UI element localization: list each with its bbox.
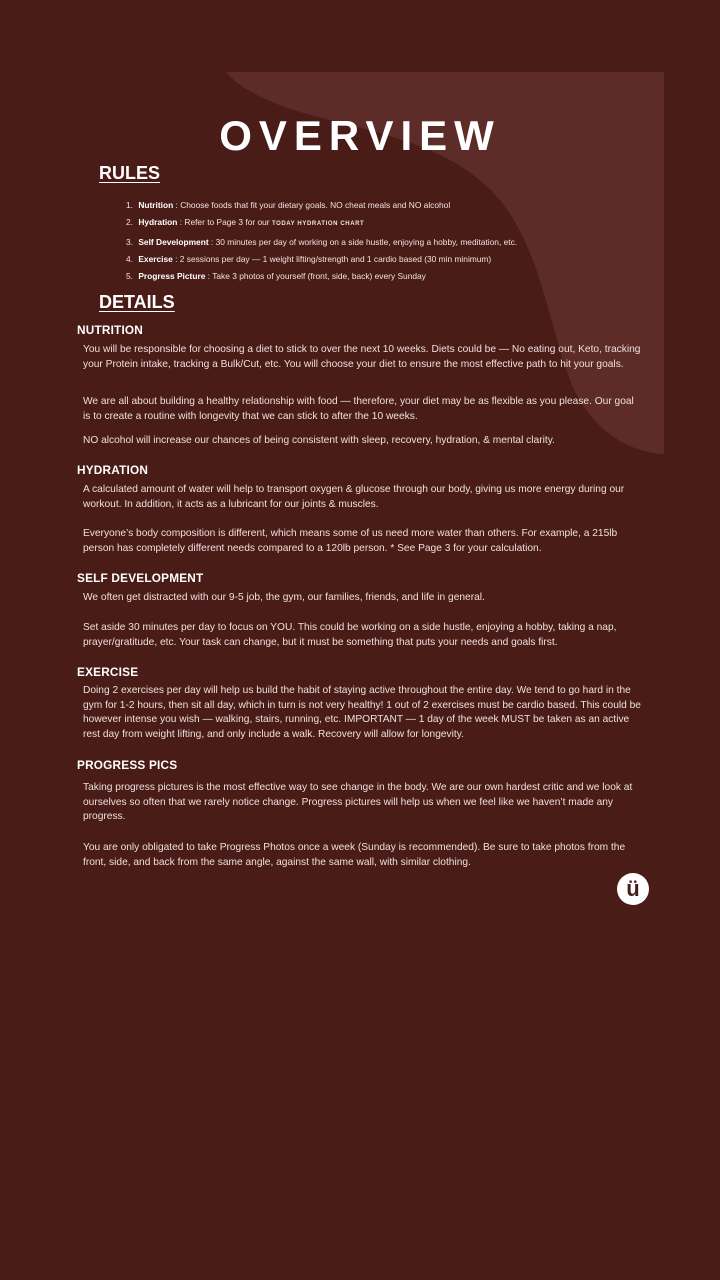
self-development-paragraph: Set aside 30 minutes per day to focus on YOU. This could be working on a side hustle, enjoying a hobby, taking a nap, prayer/gratitude, etc. Your task can change, but it must be something that puts your needs and goals first. xyxy=(83,622,617,648)
progress-pics-paragraph: You are only obligated to take Progress Photos once a week (Sunday is recommended). Be sure to take photos from the front, side, and back from the same angle, against the same wall, with similar clothing. xyxy=(83,842,626,868)
page-title: OVERVIEW xyxy=(219,112,501,159)
rules-list xyxy=(126,197,666,285)
hydration-heading: HYDRATION xyxy=(77,463,149,477)
exercise-paragraph: Doing 2 exercises per day will help us build the habit of staying active throughout the entire day. We tend to go hard in the gym for 1-2 hours, then sit all day, which in turn is not very healthy! 1 out of 2 exercises must be cardio based. This could be however intense you wish — walking, stairs, running, etc. IMPORTANT — 1 day of the week MUST be taken as an active rest day from weight lifting, and only include a walk. Recovery will allow for longevity. xyxy=(83,685,641,740)
hydration-paragraph: A calculated amount of water will help to transport oxygen & glucose through our body, giving us more energy during our workout. In addition, it acts as a lubricant for our joints & muscles. xyxy=(83,484,625,510)
nutrition-heading: NUTRITION xyxy=(77,323,144,337)
rules-heading: RULES xyxy=(99,163,161,183)
hydration-chart-reference: TODAY HYDRATION CHART xyxy=(271,221,365,228)
brand-logo-icon: ü xyxy=(617,873,649,905)
progress-pics-heading: PROGRESS PICS xyxy=(77,758,178,772)
rule-item: 3. Self Development : 30 minutes per day of working on a side hustle, enjoying a hobby, meditation, etc. xyxy=(126,236,518,247)
nutrition-paragraph: We are all about building a healthy relationship with food — therefore, your diet may be as flexible as you please. Our goal is to create a routine with longevity that we can stick to after the 10 weeks. xyxy=(83,396,634,422)
self-development-paragraph: We often get distracted with our 9-5 job, the gym, our families, friends, and life in general. xyxy=(83,592,485,603)
nutrition-paragraph: NO alcohol will increase our chances of being consistent with sleep, recovery, hydration, & mental clarity. xyxy=(83,435,555,446)
progress-pics-paragraph: Taking progress pictures is the most effective way to see change in the body. We are our own hardest critic and we look at ourselves so often that we rarely notice change. Progress pictures will help us when we feel like we haven’t made any progress. xyxy=(83,782,633,823)
rule-item: 4. Exercise : 2 sessions per day — 1 weight lifting/strength and 1 cardio based (30 min minimum) xyxy=(126,253,492,264)
rule-item: 1. Nutrition : Choose foods that fit your dietary goals. NO cheat meals and NO alcohol xyxy=(126,200,451,210)
hydration-paragraph: Everyone’s body composition is different, which means some of us need more water than others. For example, a 215lb person has completely different needs compared to a 120lb person. * See Page 3 for your calculation. xyxy=(83,528,618,554)
self-development-heading: SELF DEVELOPMENT xyxy=(77,571,204,585)
rule-item: 2. Hydration : Refer to Page 3 for our TODAY HYDRATION CHART xyxy=(126,217,365,228)
nutrition-paragraph: You will be responsible for choosing a diet to stick to over the next 10 weeks. Diets could be — No eating out, Keto, tracking your Protein intake, tracking a Bulk/Cut, etc. You will choose your diet to ensure the most effective path to hit your goals. xyxy=(83,344,641,370)
exercise-heading: EXERCISE xyxy=(77,665,139,679)
details-heading: DETAILS xyxy=(99,292,175,312)
rule-item: 5. Progress Picture : Take 3 photos of yourself (front, side, back) every Sunday xyxy=(126,271,426,282)
